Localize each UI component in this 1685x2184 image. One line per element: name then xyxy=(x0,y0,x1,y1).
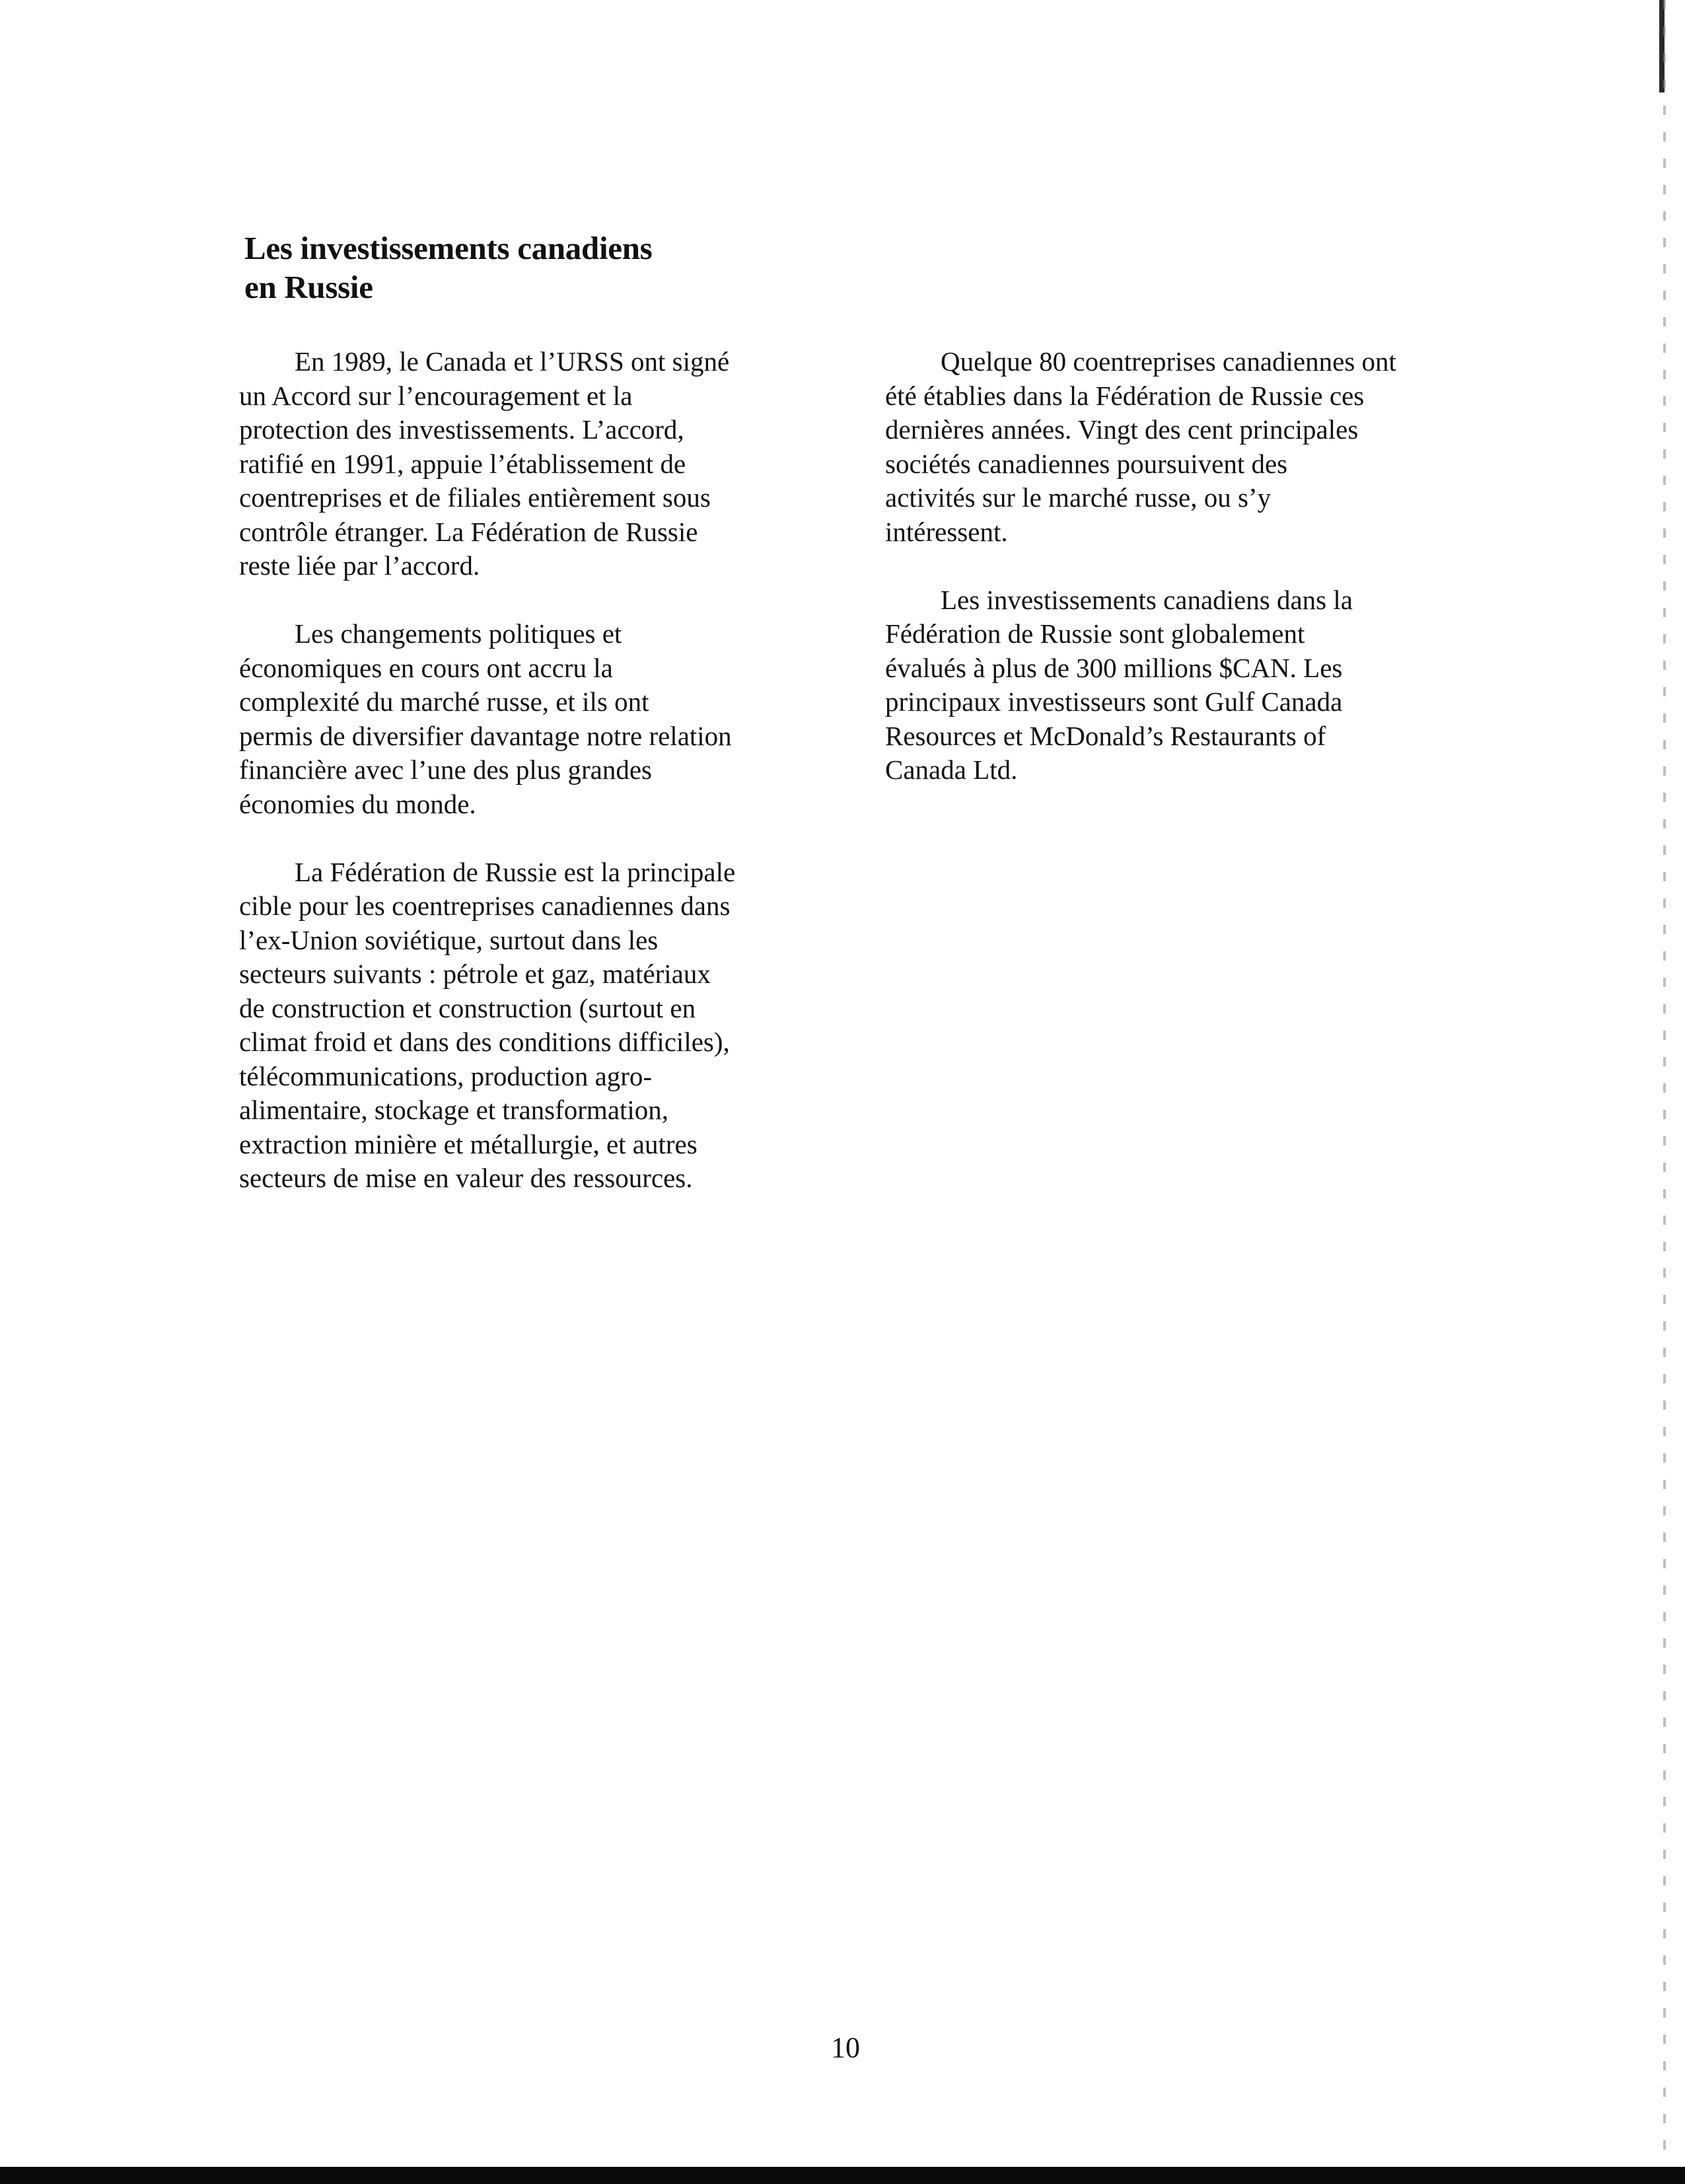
right-column xyxy=(885,345,1453,821)
text-line: reste liée par l’accord. xyxy=(239,550,480,581)
paragraph-coentreprises xyxy=(885,345,1453,549)
text-line: complexité du marché russe, et ils ont xyxy=(239,686,649,717)
text-line: télécommunications, production agro- xyxy=(239,1060,653,1091)
left-column xyxy=(239,345,794,1229)
text-line: permis de diversifier davantage notre relation xyxy=(239,720,732,751)
text-line: ratifié en 1991, appuie l’établissement de xyxy=(239,448,686,479)
text-line: été établies dans la Fédération de Russie ces xyxy=(885,380,1365,411)
text-line: contrôle étranger. La Fédération de Russie xyxy=(239,516,698,547)
text-line: En 1989, le Canada et l’URSS ont signé xyxy=(295,346,730,377)
text-line: secteurs suivants : pétrole et gaz, matériaux xyxy=(239,959,711,989)
text-line: Resources et McDonald’s Restaurants of xyxy=(885,720,1326,751)
text-line: alimentaire, stockage et transformation, xyxy=(239,1095,669,1125)
text-line: La Fédération de Russie est la principale xyxy=(295,856,736,887)
text-line: économies du monde. xyxy=(239,788,476,819)
text-line: un Accord sur l’encouragement et la xyxy=(239,380,633,411)
heading-line: Les investissements canadiens xyxy=(244,230,653,266)
scan-edge-line xyxy=(1663,0,1666,2167)
text-line: cible pour les coentreprises canadiennes dans xyxy=(239,891,731,921)
text-line: sociétés canadiennes poursuivent des xyxy=(885,448,1288,479)
text-line: protection des investissements. L’accord, xyxy=(239,414,684,445)
text-line: secteurs de mise en valeur des ressources. xyxy=(239,1163,693,1193)
paragraph-secteurs xyxy=(239,855,794,1196)
text-line: financière avec l’une des plus grandes xyxy=(239,754,652,785)
text-line: coentreprises et de filiales entièrement sous xyxy=(239,482,711,513)
text-line: économiques en cours ont accru la xyxy=(239,652,613,683)
text-line: activités sur le marché russe, ou s’y xyxy=(885,482,1272,513)
text-line: l’ex-Union soviétique, surtout dans les xyxy=(239,924,659,955)
paragraph-accord xyxy=(239,345,794,583)
text-line: climat froid et dans des conditions difficiles), xyxy=(239,1027,730,1057)
text-line: Fédération de Russie sont globalement xyxy=(885,618,1305,649)
text-line: Les changements politiques et xyxy=(295,618,622,649)
paragraph-changements xyxy=(239,617,794,821)
text-line: évalués à plus de 300 millions $CAN. Les xyxy=(885,652,1343,683)
text-line: de construction et construction (surtout en xyxy=(239,992,696,1023)
text-line: dernières années. Vingt des cent principales xyxy=(885,414,1359,445)
text-line: intéressent. xyxy=(885,516,1008,547)
scan-bottom-border xyxy=(0,2167,1685,2184)
text-line: principaux investisseurs sont Gulf Canada xyxy=(885,686,1343,717)
text-line: Quelque 80 coentreprises canadiennes ont xyxy=(941,346,1396,377)
section-heading xyxy=(244,229,839,307)
paragraph-investissements xyxy=(885,583,1453,787)
text-line: Les investissements canadiens dans la xyxy=(941,584,1353,615)
text-line: extraction minière et métallurgie, et autres xyxy=(239,1128,698,1159)
heading-line: en Russie xyxy=(244,269,373,305)
page-number: 10 xyxy=(831,2031,860,2064)
text-line: Canada Ltd. xyxy=(885,754,1018,785)
